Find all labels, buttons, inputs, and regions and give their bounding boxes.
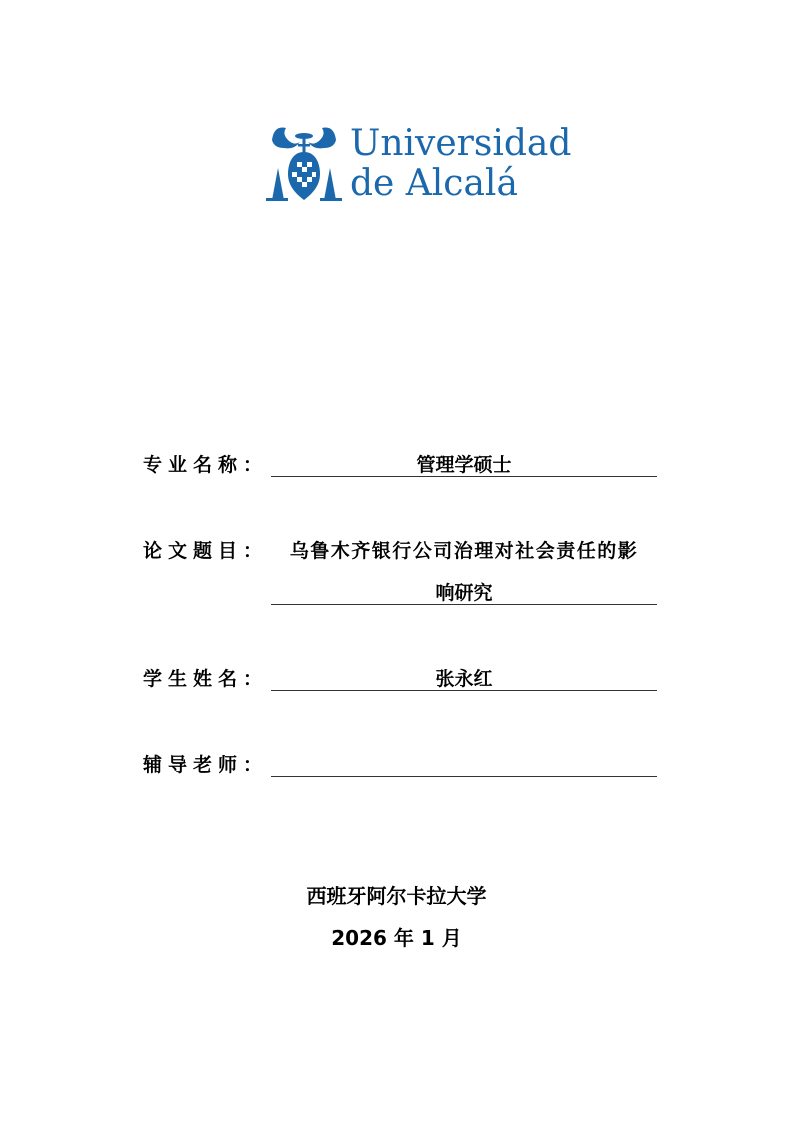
title-value-line-1: 乌鲁木齐银行公司治理对社会责任的影 — [289, 540, 639, 562]
major-underline — [271, 476, 657, 477]
university-crest-icon — [264, 120, 344, 205]
advisor-label: 辅导老师： — [143, 754, 269, 776]
logo-line-1: Universidad — [350, 123, 572, 164]
title-value-line-2: 响研究 — [435, 582, 493, 604]
university-logo — [264, 120, 572, 205]
date: 2026 年 1 月 — [331, 926, 462, 950]
student-underline — [271, 690, 657, 691]
logo-line-2: de Alcalá — [350, 163, 518, 204]
university-name: 西班牙阿尔卡拉大学 — [306, 884, 487, 908]
major-label: 专业名称： — [143, 454, 269, 476]
major-value: 管理学硕士 — [416, 454, 512, 476]
student-value: 张永红 — [435, 668, 493, 690]
title-underline — [271, 604, 657, 605]
student-label: 学生姓名： — [143, 668, 269, 690]
advisor-underline — [271, 776, 657, 777]
title-label: 论文题目： — [143, 540, 269, 562]
